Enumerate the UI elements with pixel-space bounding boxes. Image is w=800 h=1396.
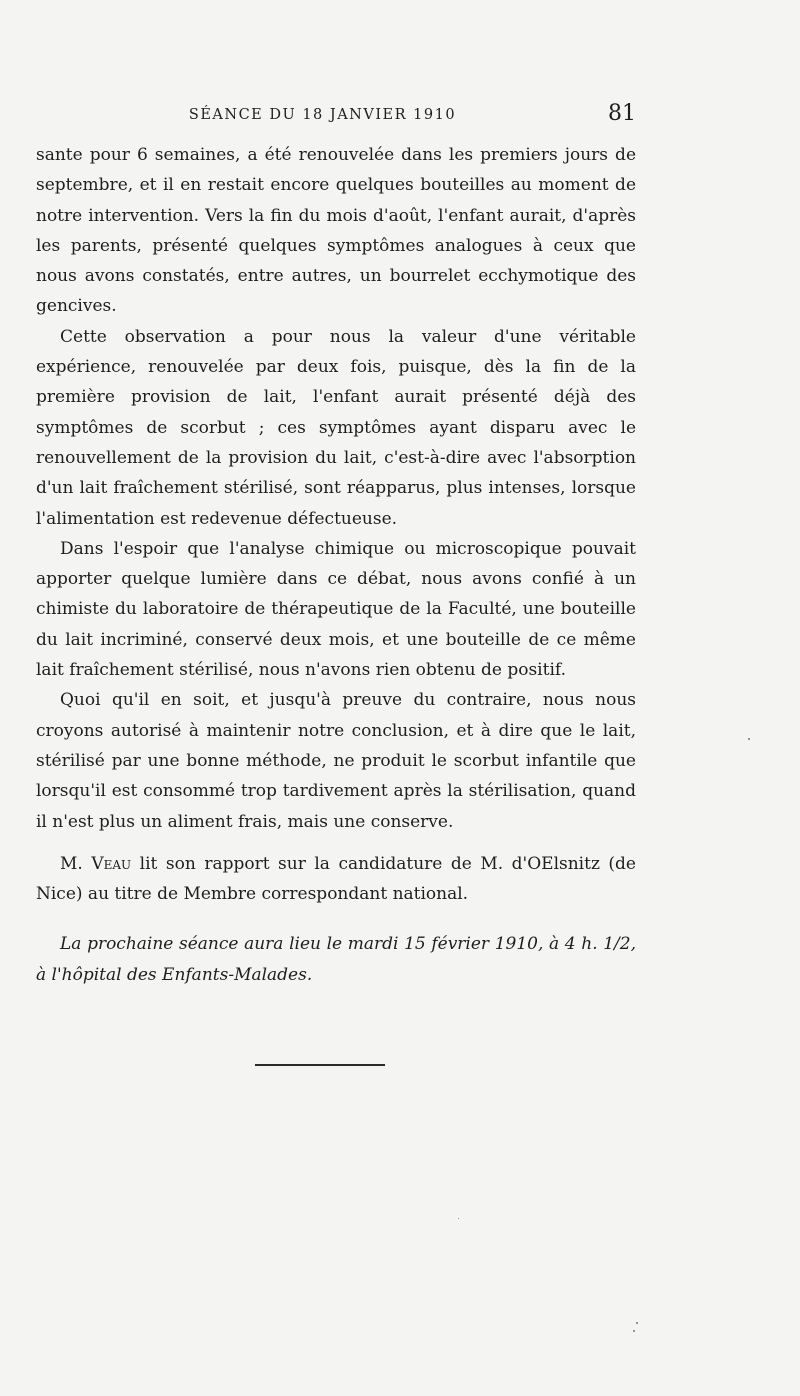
- paragraph: Quoi qu'il en soit, et jusqu'à preuve du contraire, nous nous croyons autorisé à maintenir notre conclusion, et à dire que le lait, stérilisé par une bonne méthode, ne produit le scorbut infantile que lorsqu'il est consommé trop tardivement après la stérilisation, quand il n'est plus un aliment frais, mais une conserve.: [36, 690, 636, 832]
- paragraph: sante pour 6 semaines, a été renouvelée dans les premiers jours de septembre, et il en restait encore quelques bouteilles au moment de notre intervention. Vers la fin du mois d'août, l'enfant aurait, d'après les parents, présenté quelques symptômes analogues à ceux que nous avons constatés, entre autres, un bourrelet ecchymotique des gencives.: [36, 145, 636, 317]
- running-title: SÉANCE DU 18 JANVIER 1910: [188, 107, 457, 123]
- closing-rule: [255, 1064, 385, 1066]
- speaker-name: Veau: [91, 853, 132, 874]
- scan-speck: [633, 1330, 635, 1332]
- body-text: [36, 140, 636, 990]
- motion-paragraph: [36, 849, 636, 910]
- next-session-announcement: La prochaine séance aura lieu le mardi 15 février 1910, à 4 h. 1/2, à l'hôpital des Enfants-Malades.: [36, 934, 636, 985]
- scan-speck: [748, 738, 750, 740]
- running-head: [36, 101, 636, 131]
- scan-speck: [458, 1218, 459, 1219]
- motion-text: lit son rapport sur la candidature de M. d'OElsnitz (de Nice) au titre de Membre correspondant national.: [36, 853, 636, 905]
- page-number: 81: [608, 101, 636, 126]
- motion-prefix: M.: [60, 853, 92, 874]
- scan-speck: [636, 1322, 638, 1324]
- paragraph: Cette observation a pour nous la valeur d'une véritable expérience, renouvelée par deux fois, puisque, dès la fin de la première provision de lait, l'enfant aurait présenté déjà des symptômes de scorbut ; ces symptômes ayant disparu avec le renouvellement de la provision du lait, c'est-à-dire avec l'absorption d'un lait fraîchement stérilisé, sont réapparus, plus intenses, lorsque l'alimentation est redevenue défectueuse.: [36, 326, 636, 529]
- paragraph: Dans l'espoir que l'analyse chimique ou microscopique pouvait apporter quelque lumière dans ce débat, nous avons confié à un chimiste du laboratoire de thérapeutique de la Faculté, une bouteille du lait incriminé, conservé deux mois, et une bouteille de ce même lait fraîchement stérilisé, nous n'avons rien obtenu de positif.: [36, 538, 636, 681]
